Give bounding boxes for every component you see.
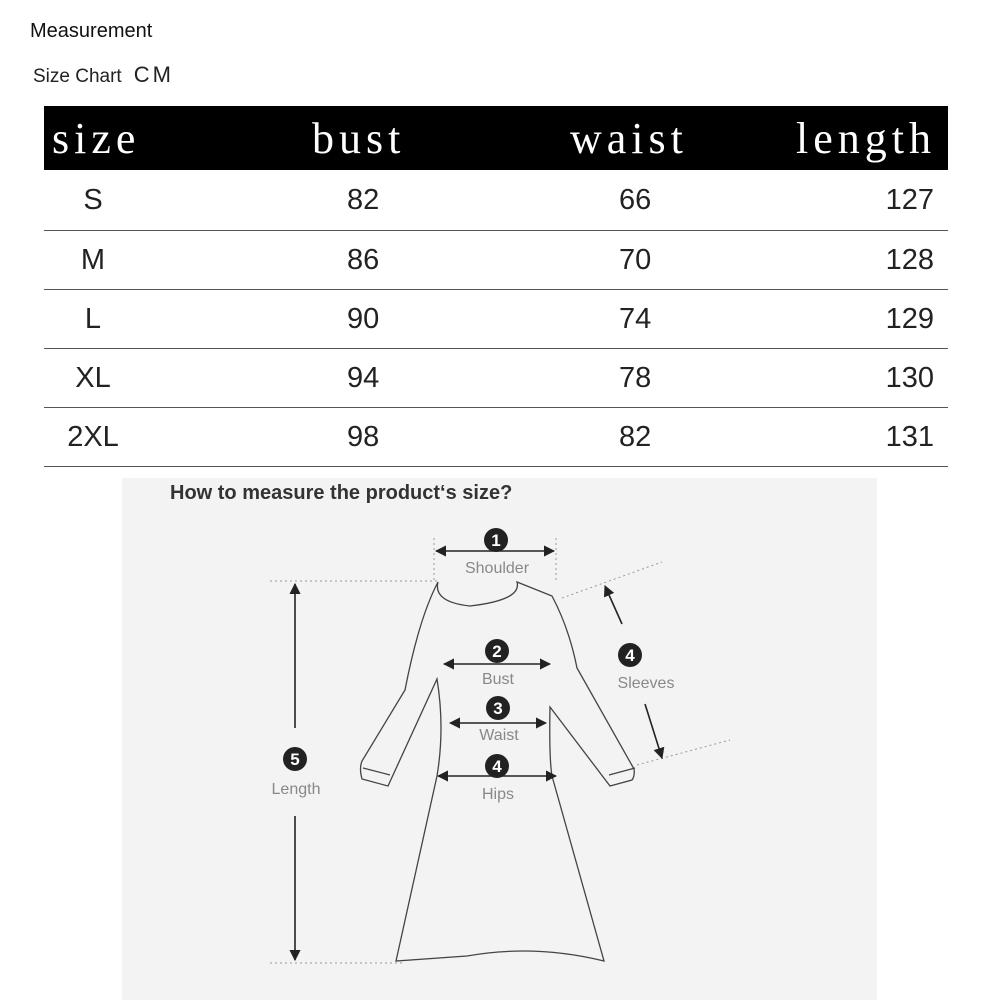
- cell-size: XL: [44, 349, 202, 408]
- length-label: Length: [271, 781, 321, 798]
- cell-length: 130: [688, 349, 948, 408]
- sleeves-label: Sleeves: [617, 675, 675, 692]
- cell-waist: 66: [462, 170, 688, 231]
- page-title: Measurement: [30, 20, 153, 42]
- unit-label: CM: [133, 62, 174, 87]
- diagram-title: How to measure the product‘s size?: [170, 482, 513, 504]
- cell-bust: 90: [202, 290, 462, 349]
- hips-label: Hips: [481, 786, 515, 803]
- sleeves-number: 4: [625, 646, 635, 665]
- table-row: [44, 349, 948, 408]
- size-table: [44, 106, 948, 467]
- table-row: [44, 231, 948, 290]
- sleeves-marker: [618, 643, 675, 692]
- cell-length: 129: [688, 290, 948, 349]
- length-marker: [272, 747, 321, 798]
- table-row: [44, 408, 948, 467]
- waist-number: 3: [493, 699, 503, 718]
- sleeves-arrow-top: [605, 586, 622, 624]
- cell-length: 127: [688, 170, 948, 231]
- length-number: 5: [290, 750, 300, 769]
- cell-bust: 94: [202, 349, 462, 408]
- bust-number: 2: [492, 642, 502, 661]
- table-row: [44, 170, 948, 231]
- waist-label: Waist: [479, 727, 519, 744]
- cell-bust: 86: [202, 231, 462, 290]
- cell-length: 131: [688, 408, 948, 467]
- cell-waist: 70: [462, 231, 688, 290]
- shoulder-marker: [465, 528, 530, 577]
- shoulder-label: Shoulder: [464, 560, 530, 577]
- table-header-row: [44, 106, 948, 170]
- cell-bust: 98: [202, 408, 462, 467]
- sleeves-arrow-bottom: [645, 704, 662, 758]
- cell-size: L: [44, 290, 202, 349]
- size-chart-label: Size Chart: [33, 66, 122, 87]
- size-chart-heading: [33, 62, 174, 88]
- cell-size: 2XL: [44, 408, 202, 467]
- cell-waist: 82: [462, 408, 688, 467]
- cell-size: S: [44, 170, 202, 231]
- col-header-waist: waist: [570, 113, 688, 163]
- col-header-length: length: [796, 113, 936, 163]
- dress-diagram-svg: [122, 478, 877, 1000]
- measurement-diagram: [122, 478, 877, 1000]
- cell-size: M: [44, 231, 202, 290]
- shoulder-number: 1: [491, 531, 501, 550]
- col-header-bust: bust: [312, 113, 406, 163]
- cell-waist: 74: [462, 290, 688, 349]
- cell-waist: 78: [462, 349, 688, 408]
- bust-label: Bust: [481, 671, 515, 688]
- table-row: [44, 290, 948, 349]
- col-header-size: size: [52, 113, 141, 163]
- cell-length: 128: [688, 231, 948, 290]
- cell-bust: 82: [202, 170, 462, 231]
- hips-number: 4: [492, 757, 502, 776]
